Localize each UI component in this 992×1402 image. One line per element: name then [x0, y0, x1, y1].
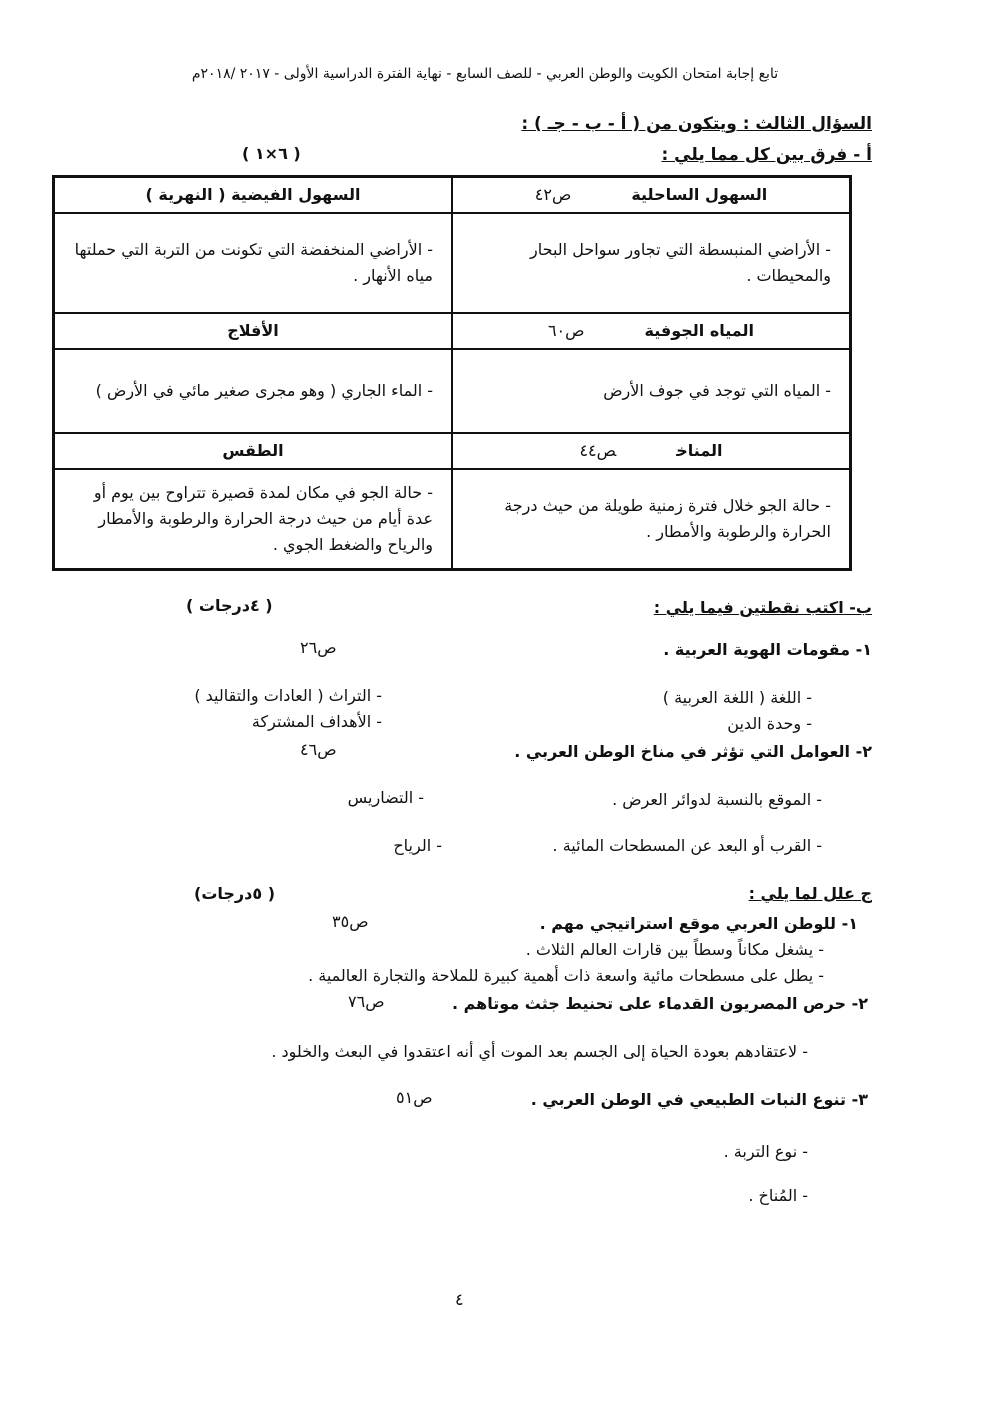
table-row	[54, 313, 851, 349]
list-item: - التراث ( العادات والتقاليد )	[194, 686, 382, 705]
section-c-marks: (٥درجات )	[194, 884, 276, 903]
page-reference: ص٣٥	[332, 912, 369, 931]
section-b-q2-title: ٢- العوامل التي تؤثر في مناخ الوطن العربي .	[514, 742, 872, 761]
definition-left: - الماء الجاري ( وهو مجرى صغير مائي في الأرض )	[54, 349, 453, 433]
list-item: - اللغة ( اللغة العربية )	[662, 688, 812, 707]
definition-right: - المياه التي توجد في جوف الأرض	[452, 349, 851, 433]
list-item: - التضاريس	[347, 788, 424, 807]
list-item: - يشغل مكاناً وسطاً بين قارات العالم الثلاث .	[525, 940, 824, 959]
list-item: - نوع التربة .	[723, 1142, 808, 1161]
section-c-title: ج علل لما يلي :	[748, 884, 872, 903]
list-item: - الرياح	[393, 836, 442, 855]
section-b-marks: ( ٤درجات )	[186, 596, 273, 615]
section-c-q1-title: ١- للوطن العربي موقع استراتيجي مهم .	[539, 914, 858, 933]
page-number: ٤	[455, 1290, 464, 1309]
table-row	[54, 213, 851, 313]
table-row	[54, 349, 851, 433]
list-item: - الموقع بالنسبة لدوائر العرض .	[612, 790, 822, 809]
page-reference: ص٤٦	[300, 740, 337, 759]
term-header-left: الطقس	[54, 433, 453, 469]
definition-left: - الأراضي المنخفضة التي تكونت من التربة التي حملتها مياه الأنهار .	[54, 213, 453, 313]
term-header-left: السهول الفيضية ( النهرية )	[54, 177, 453, 214]
section-a-title: أ - فرق بين كل مما يلي :	[661, 145, 872, 165]
table-row	[54, 469, 851, 570]
list-item: - وحدة الدين	[727, 714, 812, 733]
page-header: تابع إجابة امتحان الكويت والوطن العربي - للصف السابع - نهاية الفترة الدراسية الأولى - ٢٠١٧ /٢٠١٨م	[191, 66, 779, 82]
term-header-left: الأفلاج	[54, 313, 453, 349]
page-reference: ص٢٦	[300, 638, 337, 657]
list-item: - لاعتقادهم بعودة الحياة إلى الجسم بعد الموت أي أنه اعتقدوا في البعث والخلود .	[271, 1042, 808, 1061]
list-item: - القرب أو البعد عن المسطحات المائية .	[552, 836, 822, 855]
definition-right: - حالة الجو خلال فترة زمنية طويلة من حيث درجة الحرارة والرطوبة والأمطار .	[452, 469, 851, 570]
term-header-right: المياه الجوفيةص٦٠	[452, 313, 851, 349]
section-b-title: ب- اكتب نقطتين فيما يلي :	[653, 598, 872, 617]
page-reference: ص٥١	[396, 1088, 433, 1107]
table-row	[54, 433, 851, 469]
list-item: - يطل على مسطحات مائية واسعة ذات أهمية كبيرة للملاحة والتجارة العالمية .	[308, 966, 824, 985]
section-c-q2-title: ٢- حرص المصريون القدماء على تحنيط جثث موتاهم .	[451, 994, 868, 1013]
table-row	[54, 177, 851, 214]
list-item: - المُناخ .	[748, 1186, 808, 1205]
section-a-marks: ( ٦×١ )	[242, 144, 301, 163]
list-item: - الأهداف المشتركة	[251, 712, 382, 731]
term-header-right: المناخص٤٤	[452, 433, 851, 469]
term-header-right: السهول الساحليةص٤٢	[452, 177, 851, 214]
question-3-title: السؤال الثالث : ويتكون من ( أ - ب - جـ ) :	[521, 114, 872, 134]
definition-right: - الأراضي المنبسطة التي تجاور سواحل البحار والمحيطات .	[452, 213, 851, 313]
page-reference: ص٧٦	[348, 992, 385, 1011]
differences-table	[52, 175, 852, 571]
definition-left: - حالة الجو في مكان لمدة قصيرة تتراوح بين يوم أو عدة أيام من حيث درجة الحرارة والرطوبة والأمطار والرياح والضغط الجوي .	[54, 469, 453, 570]
section-b-q1-title: ١- مقومات الهوية العربية .	[663, 640, 872, 659]
section-c-q3-title: ٣- تنوع النبات الطبيعي في الوطن العربي .	[530, 1090, 868, 1109]
